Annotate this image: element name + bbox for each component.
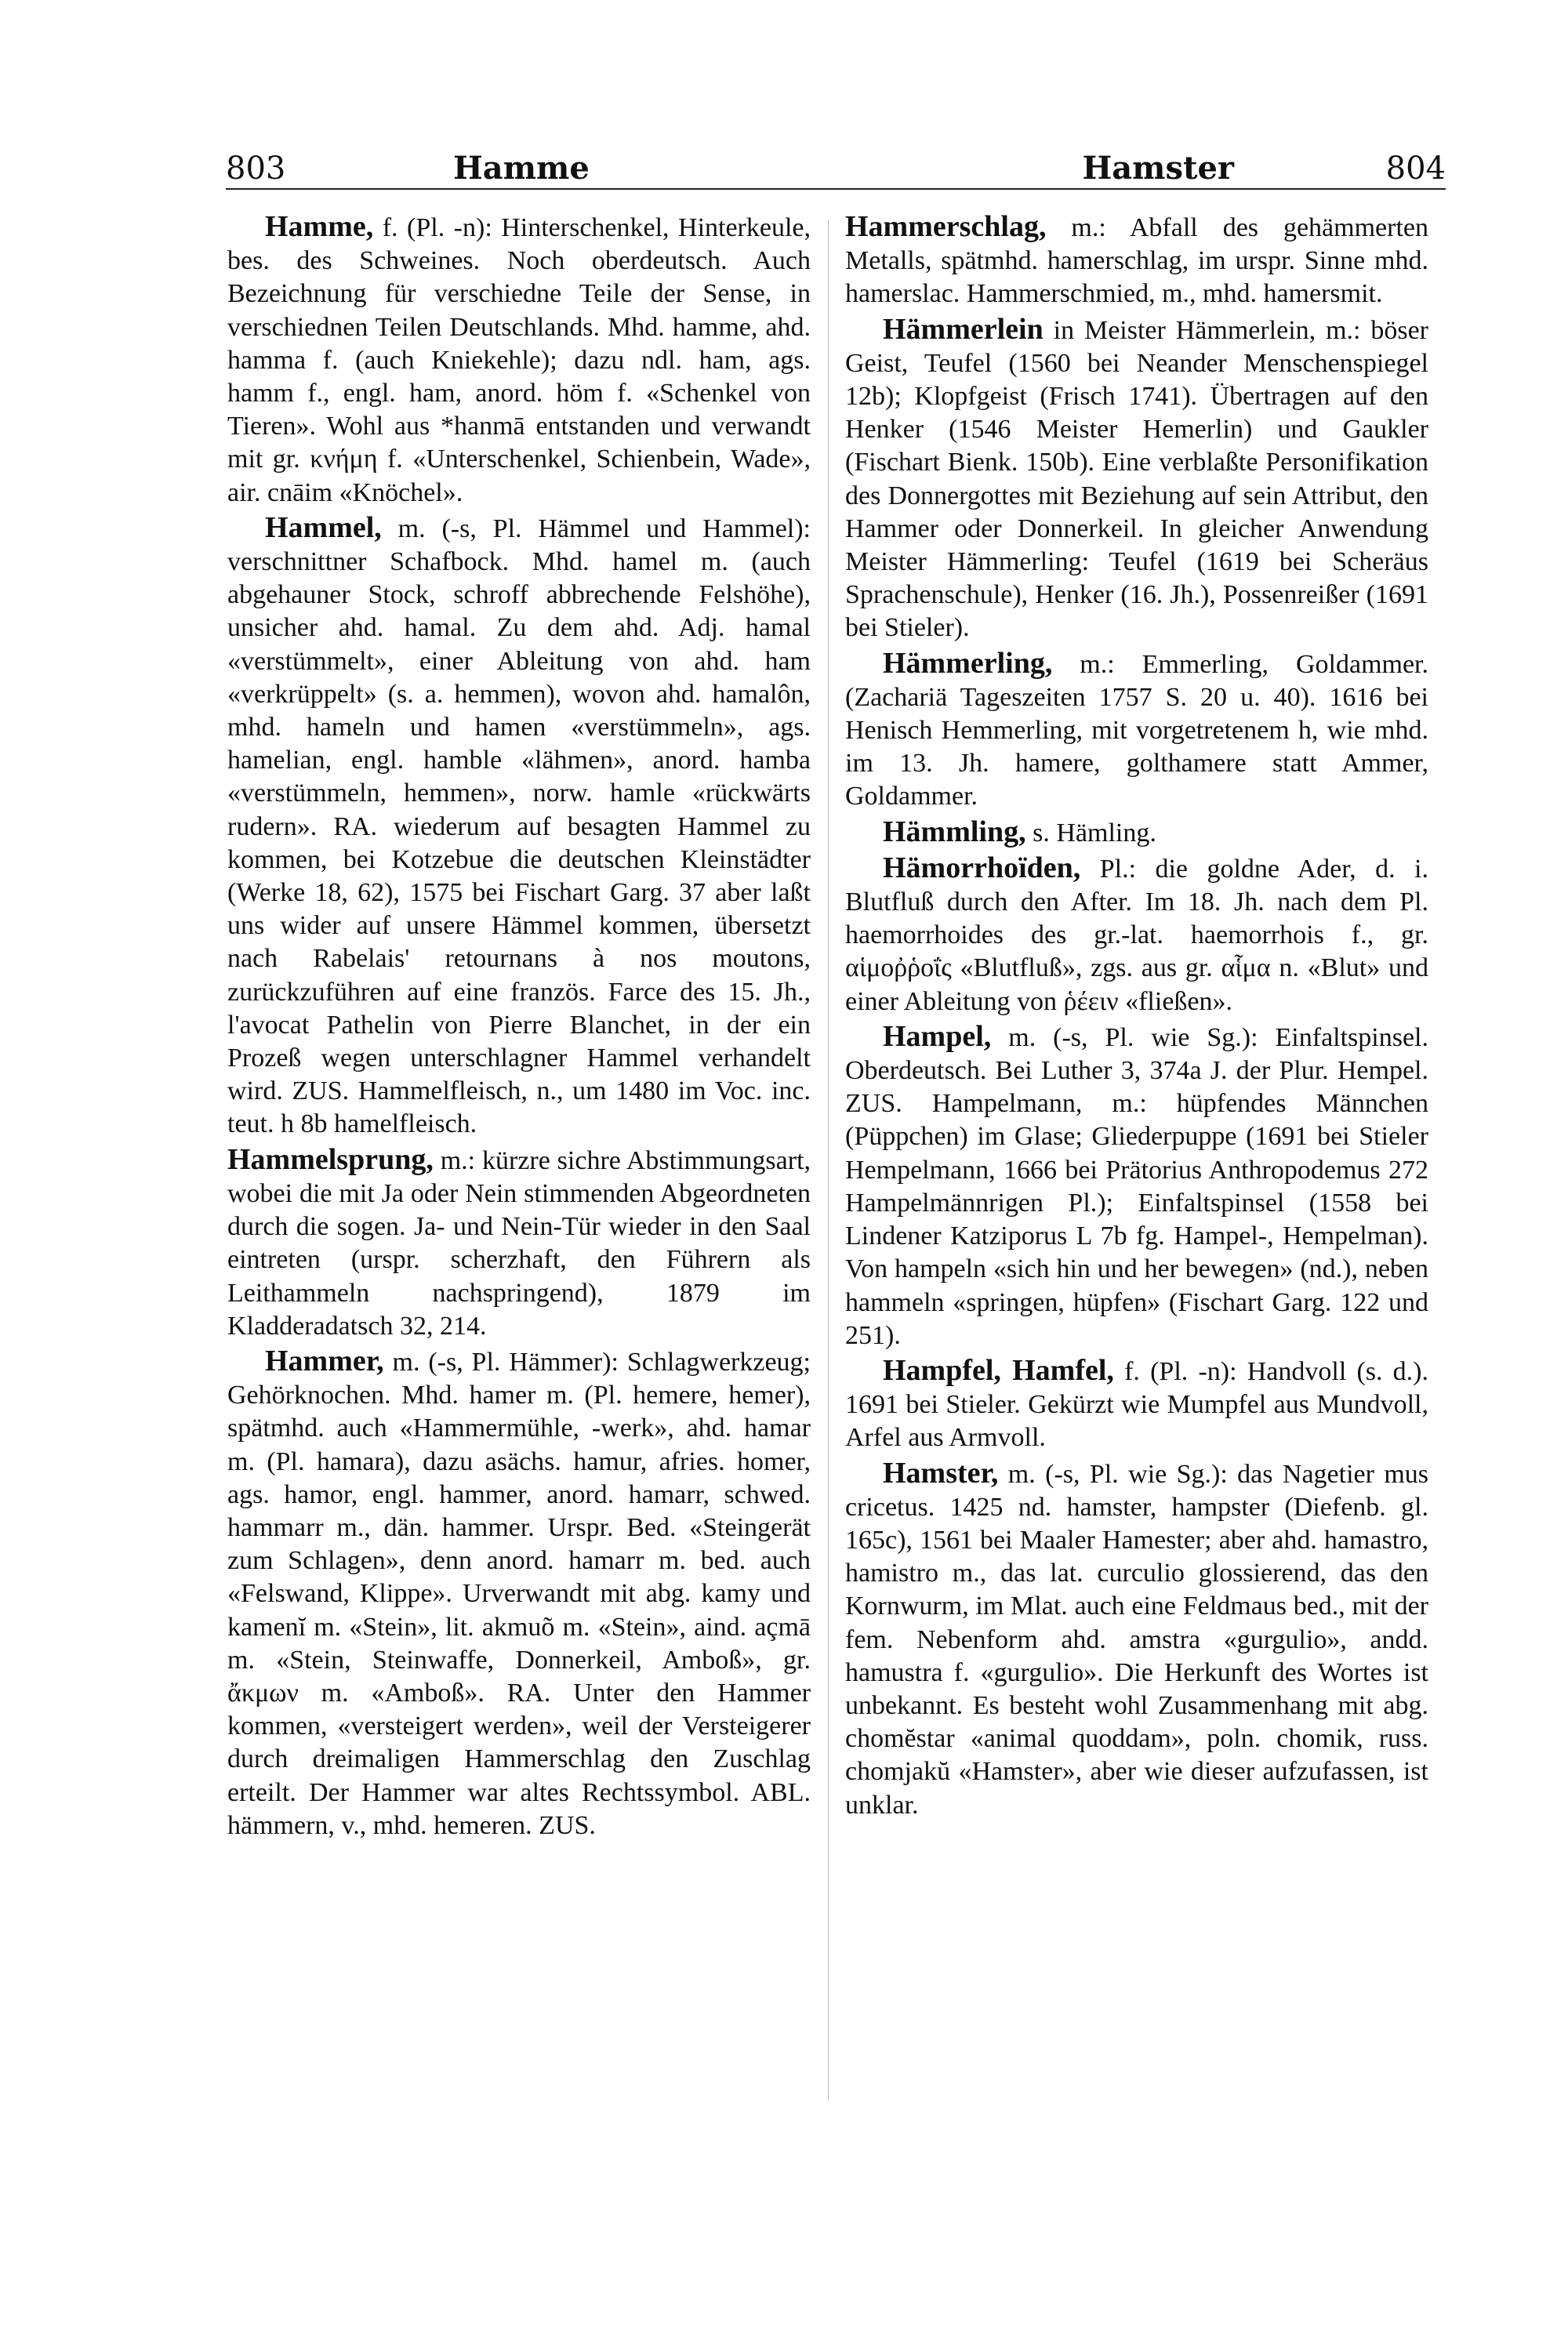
entry-haemmling: [845, 815, 1428, 850]
entry-text: s. Hämling.: [1033, 818, 1156, 848]
entry-text: f. (Pl. -n): Handvoll (s. d.). 1691 bei Stieler. Gekürzt wie Mumpfel aus Mundvoll, Arfel aus Armvoll.: [845, 1356, 1429, 1453]
headword: Hampfel, Hamfel,: [883, 1353, 1114, 1387]
entry-hampfel: [845, 1354, 1428, 1455]
entry-text: in Meister Hämmerlein, m.: böser Geist, Teufel (1560 bei Neander Menschenspiegel 12b); Klopfgeist (Frisch 1741). Übertragen auf den Henker (1546 Meister Hemerlin) und Gaukler (Fischart Bienk. 150b). Eine verblaßte Personifikation des Donnergottes mit Beziehung auf sein Attribut, den Hammer oder Donnerkeil. In gleicher Anwendung Meister Hämmerling: Teufel (1619 bei Scheräus Sprachenschule), Henker (16. Jh.), Possenreißer (1691 bei Stieler).: [845, 315, 1429, 643]
entry-hammelsprung: [227, 1143, 811, 1343]
page-header: [226, 149, 1446, 190]
headword: Hammelsprung,: [227, 1142, 434, 1176]
entry-text: m.: Abfall des gehämmerten Metalls, spätmhd. hamerschlag, im urspr. Sinne mhd. hamerslac. Hammerschmied, m., mhd. hamersmit.: [845, 213, 1428, 309]
right-running-head: Hamster: [1082, 150, 1234, 187]
entry-hammer: [227, 1345, 811, 1842]
entry-text: Pl.: die goldne Ader, d. i. Blutfluß durch den After. Im 18. Jh. nach dem Pl. haemorrhoides des gr.-lat. haemorrhois f., gr. αἱμοῤῥοΐς «Blutfluß», zgs. aus gr. αἷμα n. «Blut» und einer Ableitung von ῥέειν «fließen».: [845, 854, 1428, 1016]
left-column: [227, 210, 811, 1844]
entry-text: m. (-s, Pl. wie Sg.): Einfaltspinsel. Oberdeutsch. Bei Luther 3, 374a J. der Plur. Hempel. ZUS. Hampelmann, m.: hüpfendes Männchen (Püppchen) im Glase; Gliederpuppe (1691 bei Stieler Hempelmann, 1666 bei Prätorius Anthropodemus 272 Hampelmännrigen Pl.); Einfaltspinsel (1558 bei Lindener Katziporus L 7b fg. Hampel-, Hempelman). Von hampeln «sich hin und her bewegen» (nd.), neben hammeln «springen, hüpfen» (Fischart Garg. 122 und 251).: [845, 1022, 1428, 1350]
entry-text: m. (-s, Pl. wie Sg.): das Nagetier mus cricetus. 1425 nd. hamster, hampster (Diefenb. gl. 165c), 1561 bei Maaler Hamester; aber ahd. hamastro, hamistro m., das lat. curculio glossierend, das den Kornwurm, im Mlat. auch eine Feldmaus bed., mit der fem. Nebenform ahd. amstra «gurgulio», andd. hamustra f. «gurgulio». Die Herkunft des Wortes ist unbekannt. Es besteht wohl Zusammenhang mit abg. chomĕstar «animal quoddam», poln. chomik, russ. chomjakŭ «Hamster», aber wie dieser aufzufassen, ist unklar.: [845, 1459, 1428, 1820]
headword: Hampel,: [883, 1019, 992, 1053]
headword: Hämorrhoïden,: [883, 851, 1081, 884]
entry-text: f. (Pl. -n): Hinterschenkel, Hinterkeule, bes. des Schweines. Noch oberdeutsch. Auch Bezeichnung für verschiedne Teile der Sense, in verschiednen Teilen Deutschlands. Mhd. hamme, ahd. hamma f. (auch Kniekehle); dazu ndl. ham, ags. hamm f., engl. ham, anord. höm f. «Schenkel von Tieren». Wohl aus *hanmā entstanden und verwandt mit gr. κνήμη f. «Unterschenkel, Schienbein, Wade», air. cnāim «Knöchel».: [227, 213, 811, 507]
headword: Hämmerlein: [883, 312, 1044, 346]
entry-haemorrhoiden: [845, 851, 1428, 1018]
entry-hamster: [845, 1457, 1428, 1822]
entry-text: m. (-s, Pl. Hämmer): Schlagwerkzeug; Gehörknochen. Mhd. hamer m. (Pl. hemere, hemer), spätmhd. auch «Hammermühle, -werk», ahd. hamar m. (Pl. hamara), dazu asächs. hamur, afries. homer, ags. hamor, engl. hammer, anord. hamarr, schwed. hammarr m., dän. hammer. Urspr. Bed. «Steingerät zum Schlagen», denn anord. hamarr m. bed. auch «Felswand, Klippe». Urverwandt mit abg. kamy und kamenĭ m. «Stein», lit. akmuõ m. «Stein», aind. açmā m. «Stein, Steinwaffe, Donnerkeil, Amboß», gr. ἄκμων m. «Amboß». RA. Unter den Hammer kommen, «versteigert werden», weil der Versteigerer durch dreimaligen Hammerschlag den Zuschlag erteilt. Der Hammer war altes Rechtssymbol. ABL. hämmern, v., mhd. hemeren. ZUS.: [227, 1347, 811, 1840]
entry-hammel: [227, 511, 811, 1142]
left-running-head: Hamme: [453, 150, 590, 187]
headword: Hamster,: [883, 1456, 999, 1490]
headword: Hamme,: [265, 210, 374, 243]
right-page-number: 804: [1385, 151, 1446, 187]
entry-text: m. (-s, Pl. Hämmel und Hammel): verschnittner Schafbock. Mhd. hamel m. (auch abgehauner Stock, schroff abbrechende Felshöhe), unsicher ahd. hamal. Zu dem ahd. Adj. hamal «verstümmelt», einer Ableitung von ahd. ham «verkrüppelt» (s. a. hemmen), wovon ahd. hamalôn, mhd. hameln und hamen «verstümmeln», ags. hamelian, engl. hamble «lähmen», anord. hamba «verstümmeln, hemmen», norw. hamle «rückwärts rudern». RA. wiederum auf besagten Hammel zu kommen, bei Kotzebue die deutschen Kleinstädter (Werke 18, 62), 1575 bei Fischart Garg. 37 aber laßt uns wider auf unsere Hämmel kommen, übersetzt nach Rabelais' retournans à nos moutons, zurückzuführen auf eine französ. Farce des 15. Jh., l'avocat Pathelin von Pierre Blanchet, in der ein Prozeß wegen unterschlagner Hammel verhandelt wird. ZUS. Hammelfleisch, n., um 1480 im Voc. inc. teut. h 8b hamelfleisch.: [227, 514, 811, 1139]
entry-text: m.: Emmerling, Goldammer. (Zachariä Tageszeiten 1757 S. 20 u. 40). 1616 bei Henisch Hemmerling, mit vorgetretenem h, wie mhd. im 13. Jh. hamere, golthamere statt Ammer, Goldammer.: [845, 649, 1428, 811]
headword: Hämmling,: [883, 815, 1026, 848]
right-column: [845, 210, 1428, 1824]
entry-hampel: [845, 1020, 1428, 1352]
left-page-number: 803: [226, 151, 286, 187]
headword: Hämmerling,: [883, 646, 1053, 680]
entry-hammerschlag: [845, 210, 1428, 311]
entry-text: m.: kürzre sichre Abstimmungsart, wobei die mit Ja oder Nein stimmenden Abgeordneten durch die sogen. Ja- und Nein-Tür wieder in den Saal eintreten (urspr. scherzhaft, den Führern als Leithammeln nachspringend), 1879 im Kladderadatsch 32, 214.: [227, 1145, 811, 1341]
headword: Hammer,: [265, 1344, 384, 1377]
entry-haemmerling: [845, 647, 1428, 814]
headword: Hammerschlag,: [845, 210, 1047, 243]
entry-hamme: [227, 210, 811, 510]
column-divider: [828, 220, 829, 2101]
headword: Hammel,: [265, 510, 382, 544]
entry-haemmerlein: [845, 313, 1428, 645]
